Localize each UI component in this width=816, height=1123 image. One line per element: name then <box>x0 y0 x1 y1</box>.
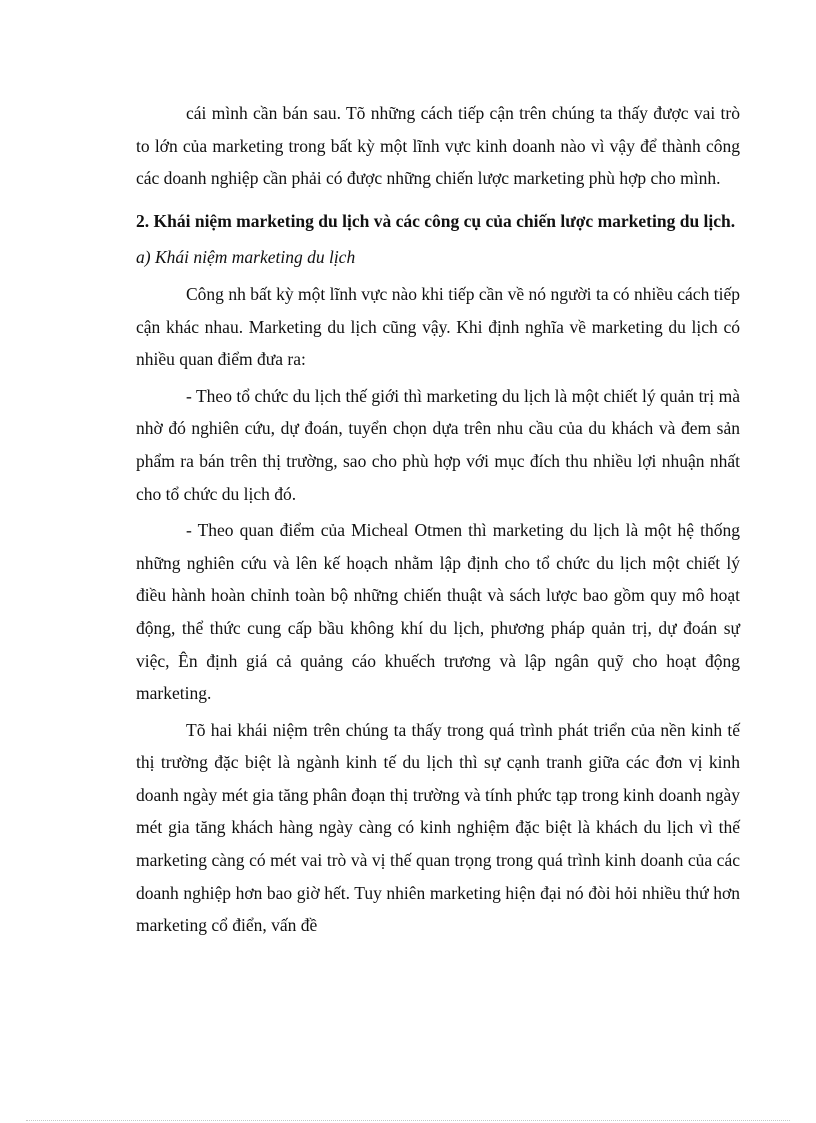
body-paragraph-4: Tõ hai khái niệm trên chúng ta thấy trong quá trình phát triển của nền kinh tế thị trường đặc biệt là ngành kinh tế du lịch thì sự cạnh tranh giữa các đơn vị kinh doanh ngày mét gia tăng phân đoạn thị trường và tính phức tạp trong kinh doanh ngày mét gia tăng khách hàng ngày càng có kinh nghiệm đặc biệt là khách du lịch vì thế marketing càng có mét vai trò và vị thế quan trọng trong quá trình kinh doanh của các doanh nghiệp hơn bao giờ hết. Tuy nhiên marketing hiện đại nó đòi hỏi nhiều thứ hơn marketing cổ điển, vấn đề <box>136 719 740 936</box>
intro-paragraph: cái mình cần bán sau. Tõ những cách tiếp cận trên chúng ta thấy được vai trò to lớn của marketing trong bất kỳ một lĩnh vực kinh doanh nào vì vậy để thành công các doanh nghiệp cần phải có được những chiến lược marketing phù hợp cho mình. <box>136 103 740 189</box>
body-paragraph-2: - Theo tổ chức du lịch thế giới thì marketing du lịch là một chiết lý quản trị mà nhờ đó nghiên cứu, dự đoán, tuyển chọn dựa trên nhu cầu của du khách và đem sản phẩm ra bán trên thị trường, sao cho phù hợp với mục đích thu nhiều lợi nhuận nhất cho tổ chức du lịch đó. <box>136 385 740 504</box>
subsection-heading: a) Khái niệm marketing du lịch <box>136 247 356 268</box>
body-paragraph-3: - Theo quan điểm của Micheal Otmen thì marketing du lịch là một hệ thống những nghiên cứu và lên kế hoạch nhằm lập định cho tổ chức du lịch một chiết lý điều hành hoàn chỉnh toàn bộ những chiến thuật và sách lược bao gồm quy mô hoạt động, thể thức cung cấp bầu không khí du lịch, phương pháp quản trị, dự đoán sự việc, Ên định giá cả quảng cáo khuếch trương và lập ngân quỹ cho hoạt động marketing. <box>136 520 740 704</box>
page-bottom-divider <box>26 1120 790 1121</box>
body-paragraph-1: Công nh bất kỳ một lĩnh vực nào khi tiếp cần về nó người ta có nhiều cách tiếp cận khác nhau. Marketing du lịch cũng vậy. Khi định nghĩa về marketing du lịch có nhiều quan điểm đưa ra: <box>136 283 740 370</box>
section-heading: 2. Khái niệm marketing du lịch và các công cụ của chiến lược marketing du lịch. <box>136 210 736 231</box>
document-body <box>136 97 740 942</box>
